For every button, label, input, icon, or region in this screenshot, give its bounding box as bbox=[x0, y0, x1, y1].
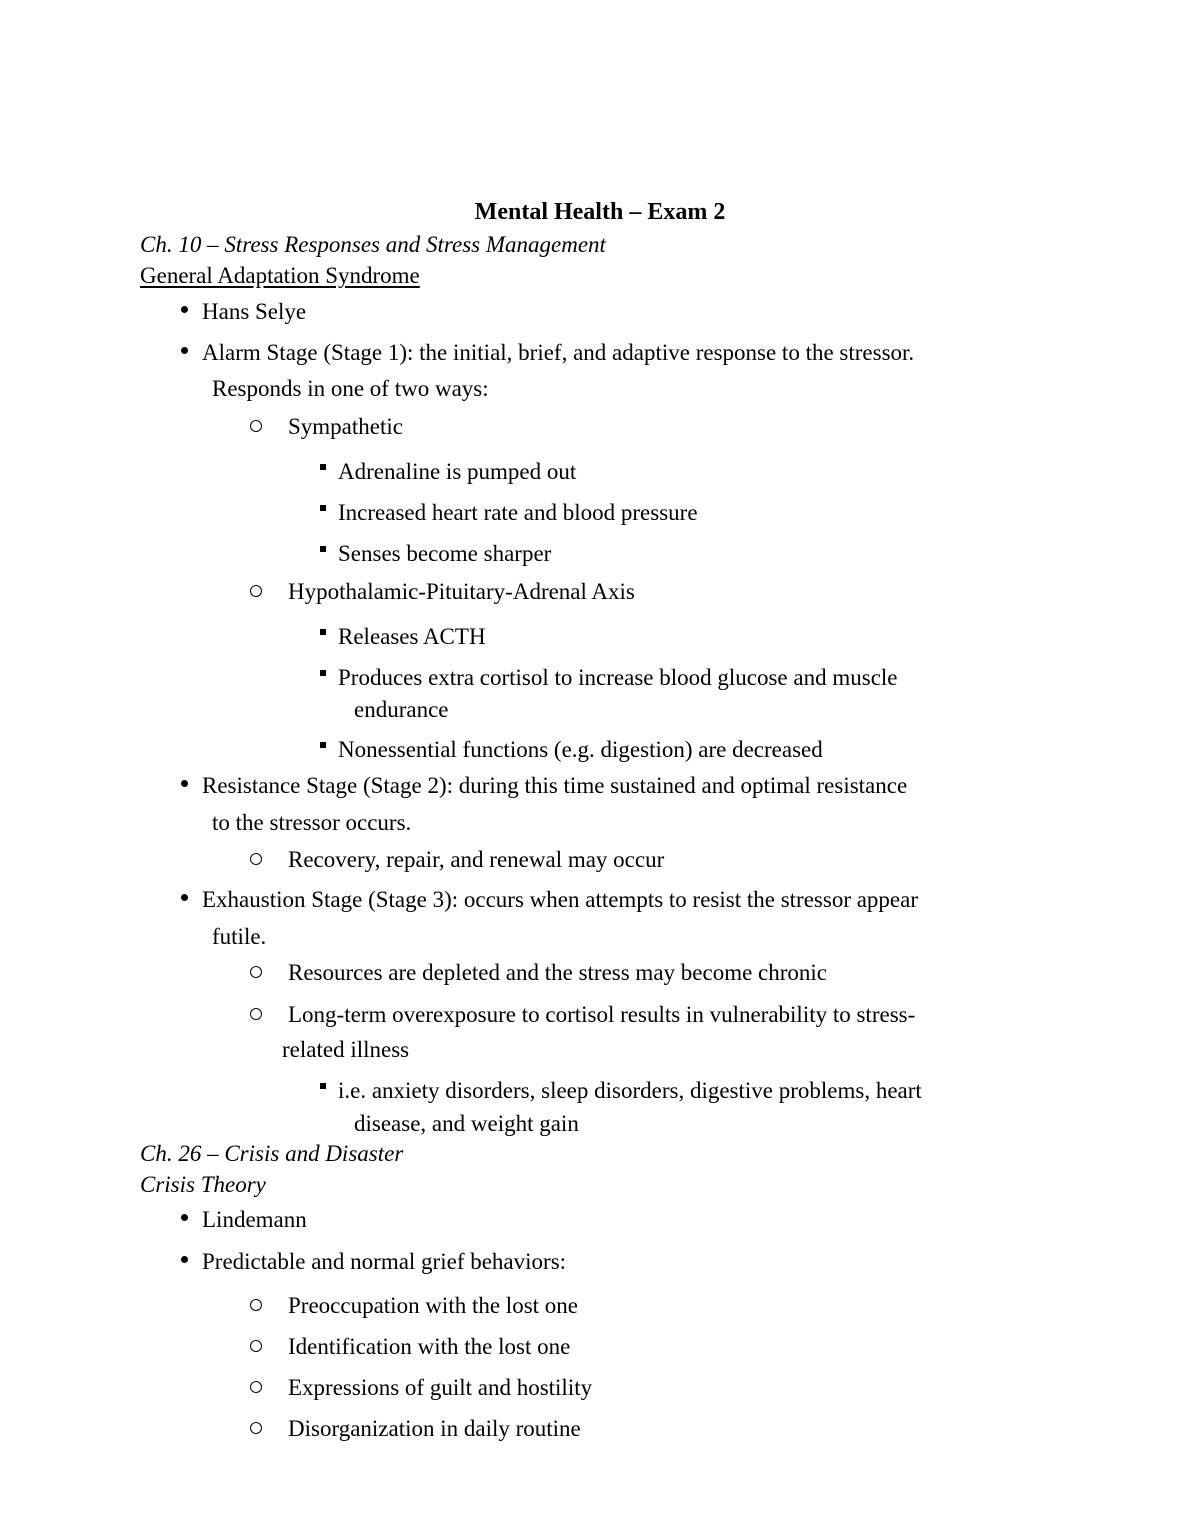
general-adaptation-syndrome-heading: General Adaptation Syndrome bbox=[140, 263, 420, 288]
list-item: Produces extra cortisol to increase blood glucose and muscle bbox=[338, 665, 898, 690]
list-item: i.e. anxiety disorders, sleep disorders, digestive problems, heart bbox=[338, 1078, 922, 1103]
square-bullet-icon bbox=[320, 670, 326, 676]
list-item: Senses become sharper bbox=[338, 541, 552, 566]
circle-bullet-icon bbox=[250, 420, 262, 432]
list-item-continuation: futile. bbox=[212, 924, 267, 949]
list-item: Exhaustion Stage (Stage 3): occurs when attempts to resist the stressor appear bbox=[202, 887, 919, 912]
list-item: Hypothalamic-Pituitary-Adrenal Axis bbox=[288, 579, 635, 604]
list-item: Alarm Stage (Stage 1): the initial, brief, and adaptive response to the stressor. bbox=[202, 340, 915, 365]
square-bullet-icon bbox=[320, 505, 326, 511]
disc-bullet-icon bbox=[181, 894, 188, 901]
crisis-theory-heading: Crisis Theory bbox=[140, 1172, 266, 1197]
circle-bullet-icon bbox=[250, 1008, 262, 1020]
list-item: Resistance Stage (Stage 2): during this time sustained and optimal resistance bbox=[202, 773, 908, 798]
circle-bullet-icon bbox=[250, 1340, 262, 1352]
list-item: Adrenaline is pumped out bbox=[338, 459, 577, 484]
circle-bullet-icon bbox=[250, 853, 262, 865]
list-item: Sympathetic bbox=[288, 414, 403, 439]
chapter-10-heading: Ch. 10 – Stress Responses and Stress Management bbox=[140, 232, 606, 257]
list-item: Increased heart rate and blood pressure bbox=[338, 500, 698, 525]
circle-bullet-icon bbox=[250, 966, 262, 978]
list-item: Releases ACTH bbox=[338, 624, 486, 649]
disc-bullet-icon bbox=[181, 1256, 188, 1263]
list-item-continuation: related illness bbox=[282, 1037, 410, 1062]
disc-bullet-icon bbox=[181, 306, 188, 313]
list-item-continuation: Responds in one of two ways: bbox=[212, 376, 489, 401]
list-item-continuation: disease, and weight gain bbox=[354, 1111, 579, 1136]
list-item: Resources are depleted and the stress may become chronic bbox=[288, 960, 828, 985]
list-item: Preoccupation with the lost one bbox=[288, 1293, 578, 1318]
circle-bullet-icon bbox=[250, 1381, 262, 1393]
circle-bullet-icon bbox=[250, 1422, 262, 1434]
square-bullet-icon bbox=[320, 1083, 326, 1089]
disc-bullet-icon bbox=[181, 347, 188, 354]
square-bullet-icon bbox=[320, 629, 326, 635]
list-item-continuation: to the stressor occurs. bbox=[212, 810, 412, 835]
square-bullet-icon bbox=[320, 464, 326, 470]
disc-bullet-icon bbox=[181, 780, 188, 787]
list-item: Predictable and normal grief behaviors: bbox=[202, 1249, 567, 1274]
document-title: Mental Health – Exam 2 bbox=[474, 199, 726, 225]
list-item: Lindemann bbox=[202, 1207, 307, 1232]
list-item: Nonessential functions (e.g. digestion) are decreased bbox=[338, 737, 823, 762]
list-item: Expressions of guilt and hostility bbox=[288, 1375, 593, 1400]
square-bullet-icon bbox=[320, 742, 326, 748]
list-item: Hans Selye bbox=[202, 299, 307, 324]
list-item: Disorganization in daily routine bbox=[288, 1416, 581, 1441]
circle-bullet-icon bbox=[250, 1299, 262, 1311]
circle-bullet-icon bbox=[250, 585, 262, 597]
list-item: Identification with the lost one bbox=[288, 1334, 571, 1359]
list-item-continuation: endurance bbox=[354, 697, 449, 722]
chapter-26-heading: Ch. 26 – Crisis and Disaster bbox=[140, 1141, 404, 1166]
list-item: Long-term overexposure to cortisol results in vulnerability to stress- bbox=[288, 1002, 916, 1027]
square-bullet-icon bbox=[320, 546, 326, 552]
disc-bullet-icon bbox=[181, 1214, 188, 1221]
list-item: Recovery, repair, and renewal may occur bbox=[288, 847, 665, 872]
